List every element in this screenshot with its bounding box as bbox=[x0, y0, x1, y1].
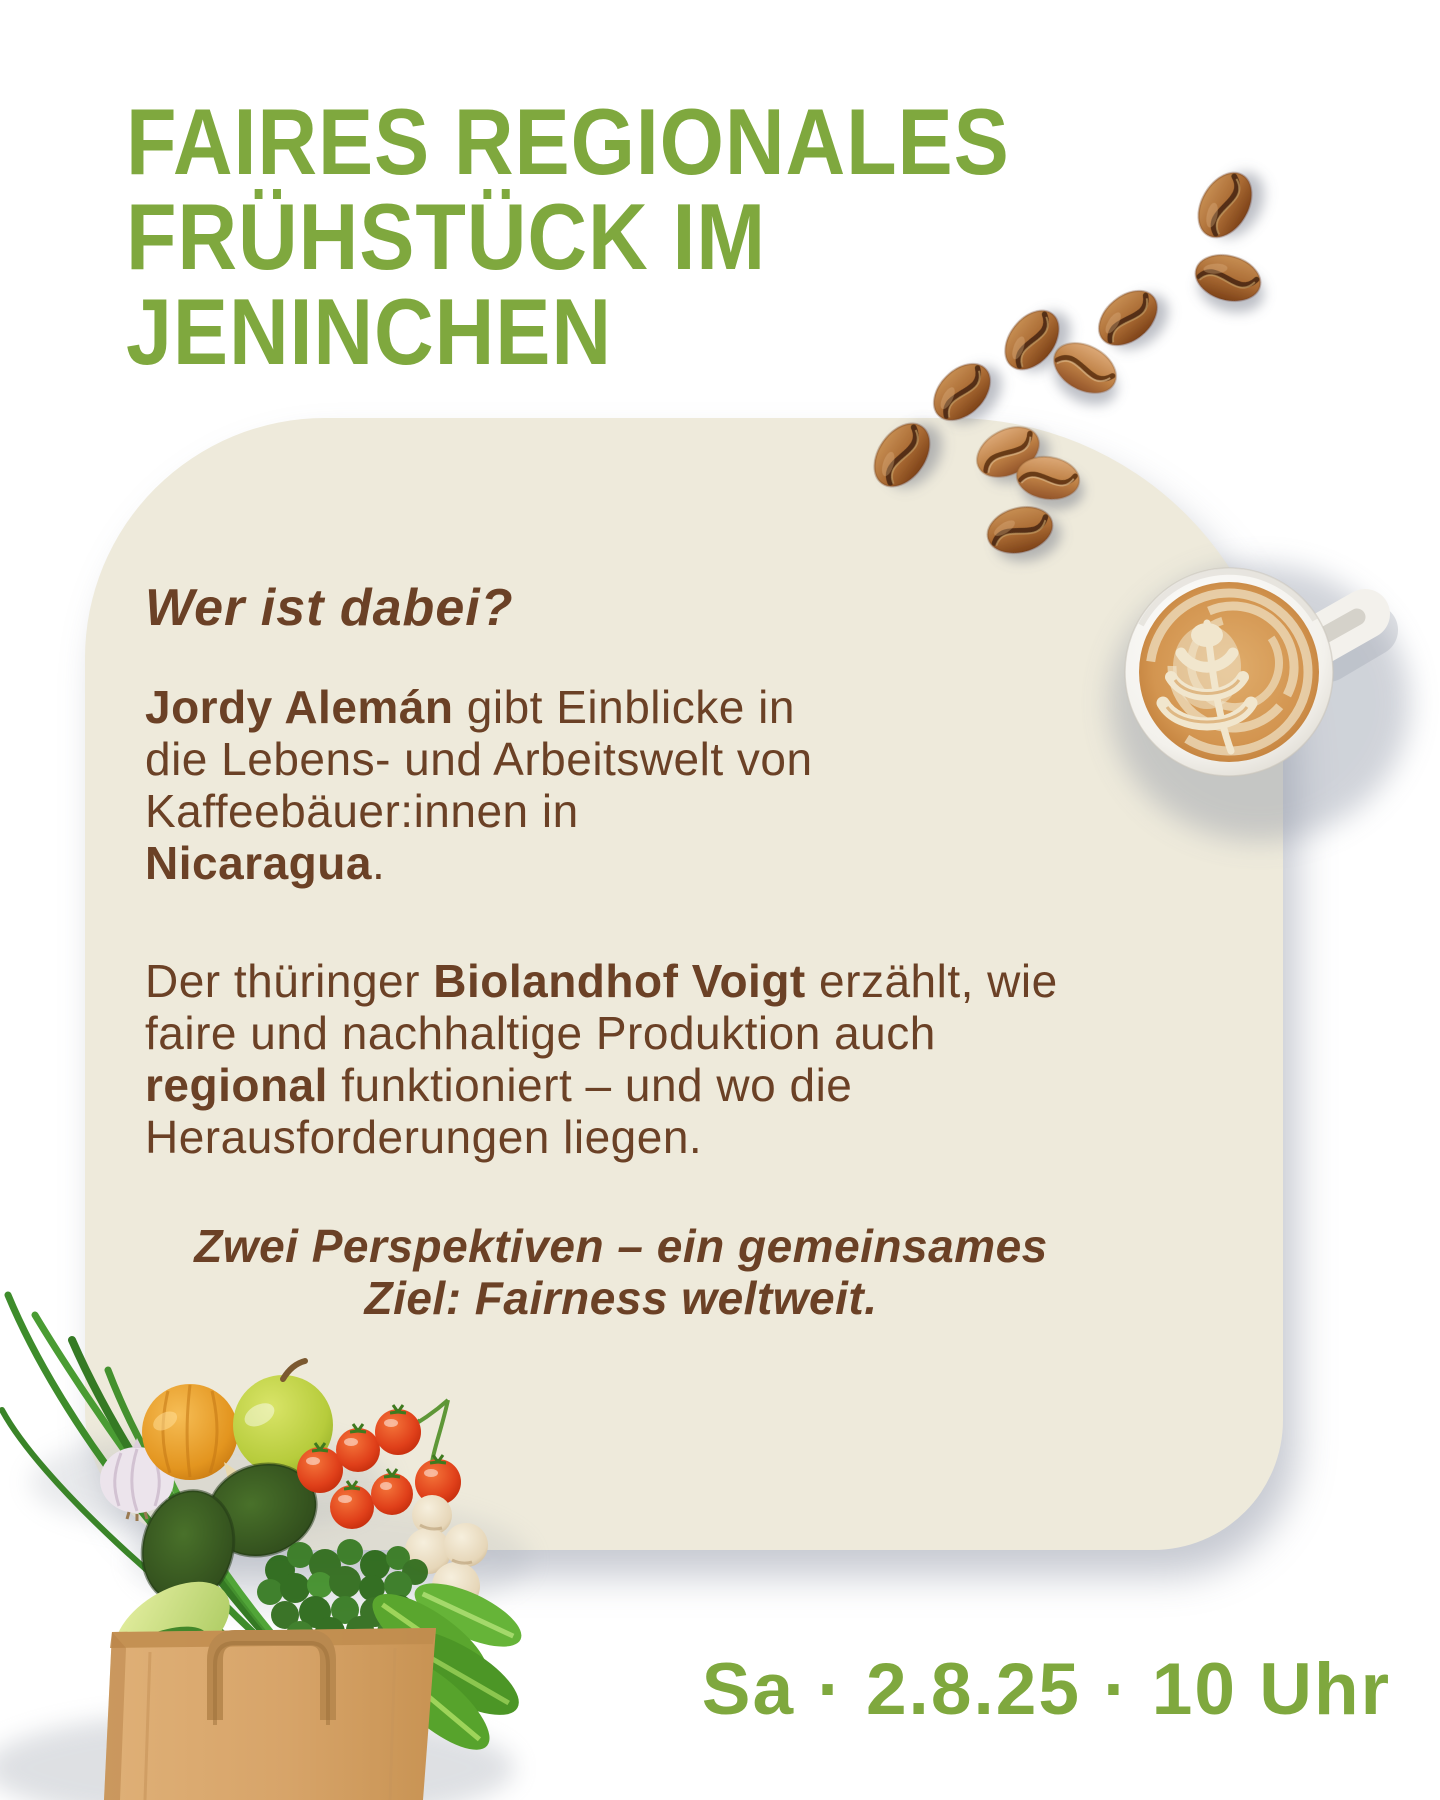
paragraph-biolandhof: Der thüringer Biolandhof Voigt erzählt, wie faire und nachhaltige Produktion auch regional funktioniert – und wo die Herausforderungen liegen. bbox=[145, 955, 1058, 1163]
poster-title bbox=[126, 89, 1130, 384]
vegetables-bag-image bbox=[0, 1220, 560, 1800]
coffee-cup-image bbox=[1095, 535, 1440, 865]
card-heading: Wer ist dabei? bbox=[145, 579, 514, 637]
poster-title-line-2: FRÜHSTÜCK IM bbox=[126, 184, 767, 289]
paper-bag bbox=[104, 1628, 436, 1800]
poster-title-line-1: FAIRES REGIONALES bbox=[126, 89, 1010, 194]
event-date: Sa · 2.8.25 · 10 Uhr bbox=[701, 1649, 1391, 1730]
poster-title-line-3: JENINCHEN bbox=[126, 279, 612, 384]
paragraph-speaker-nicaragua: Jordy Alemán gibt Einblicke in die Lebens- und Arbeitswelt von Kaffeebäuer:innen in Nicaragua. bbox=[145, 681, 813, 889]
onion bbox=[142, 1384, 244, 1480]
closing-statement: Zwei Perspektiven – ein gemeinsames Ziel: Fairness weltweit. bbox=[194, 1220, 1048, 1324]
